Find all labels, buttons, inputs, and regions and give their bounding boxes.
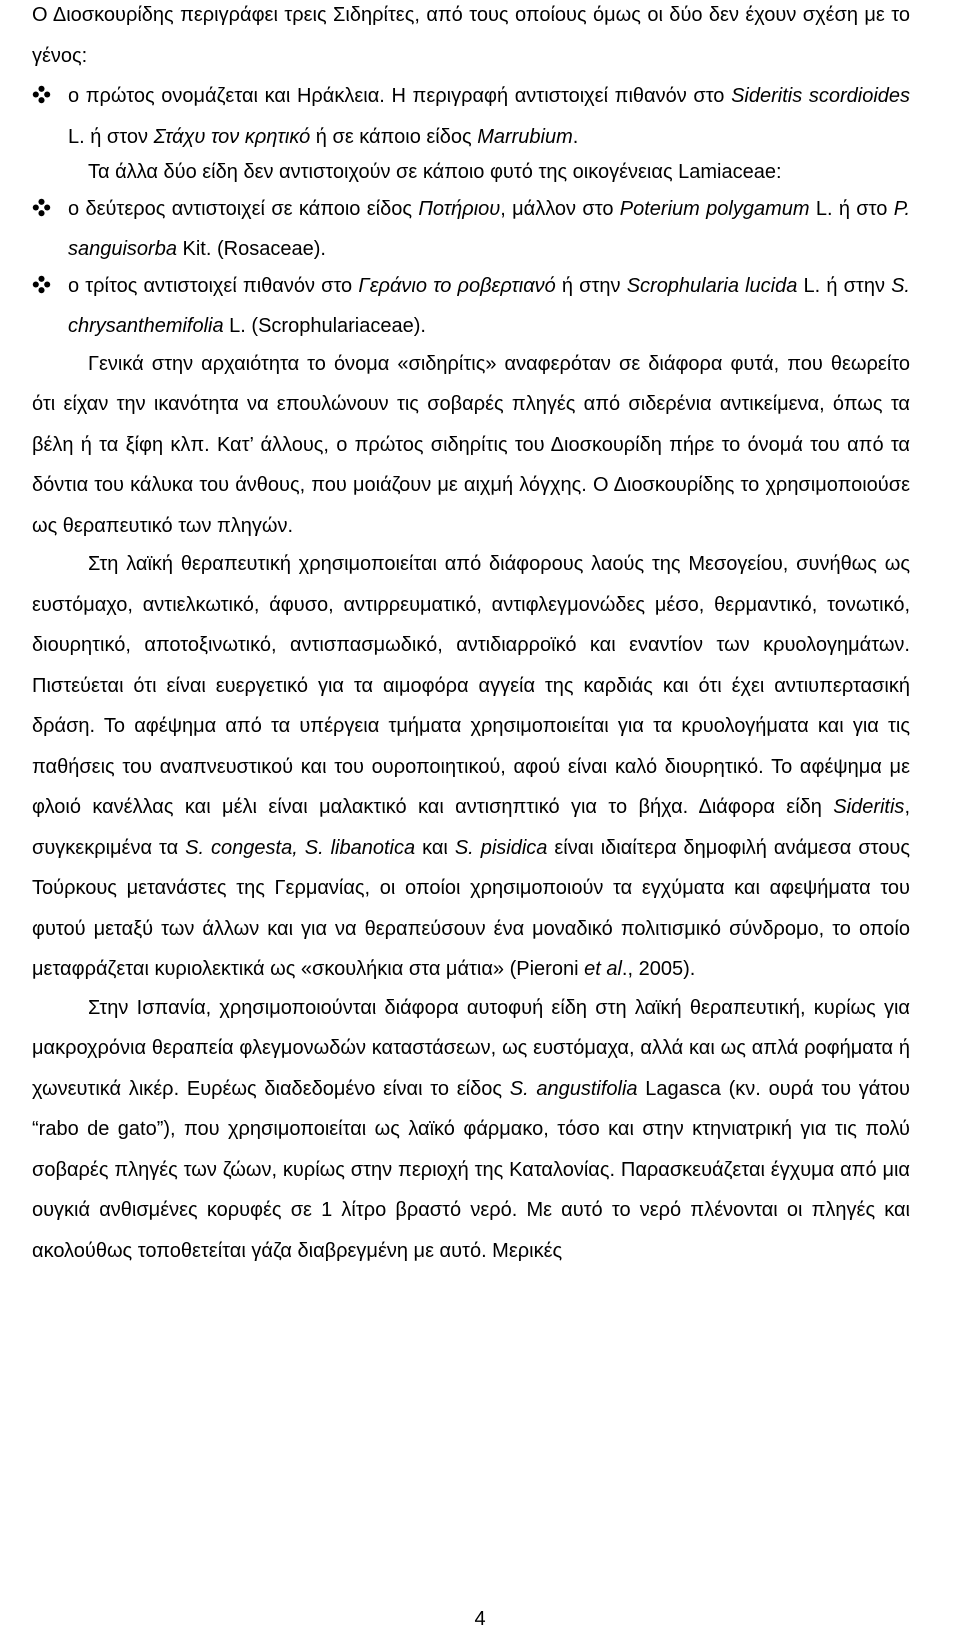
text: L. (Scrophulariaceae). [223, 315, 426, 337]
text: . [572, 125, 579, 148]
plant-name: Γεράνιο το ροβερτιανό [358, 274, 556, 297]
bullet-item-2 [32, 189, 910, 270]
text: ή στην [555, 274, 627, 297]
diamond-bullet-icon [32, 189, 56, 230]
text: L. ή στην [797, 274, 892, 297]
paragraph-name-origin: Γενικά στην αρχαιότητα το όνομα «σιδηρίτις» αναφερόταν σε διάφορα φυτά, που θεωρείτο ότι είχαν την ικανότητα να επουλώνουν τις σοβαρές πληγές από σιδερένια αντικείμενα, όπως τα βέλη ή τα ξίφη κλπ. Κατ’ άλλους, ο πρώτος σιδηρίτις του Διοσκουρίδη πήρε το όνομά του από τα δόντια του κάλυκα του άνθους, που μοιάζουν με αιχμή λόγχης. Ο Διοσκουρίδης το χρησιμοποιούσε ως θεραπευτικό των πληγών. [32, 352, 910, 537]
text: είναι ιδιαίτερα δημοφιλή ανάμεσα στους Τούρκους μετανάστες της Γερμανίας, οι οποίοι χρησιμοποιούν τα εγχύματα και αφεψήματα του φυτού μεταξύ των άλλων και για να θεραπεύσουν ένα μοναδικό πολιτισμικό σύνδρομο, το οποίο μεταφράζεται κυριολεκτικά ως «σκουλήκια στα μάτια» (Pieroni [32, 836, 911, 980]
document-page [32, 0, 910, 1271]
taxon-name: S. chrysanthemifolia [68, 274, 910, 337]
text: ή σε κάποιο είδος [310, 125, 478, 148]
text: ο δεύτερος αντιστοιχεί σε κάποιο είδος [68, 197, 419, 220]
plant-name: Στάχυ τον κρητικό [153, 125, 311, 148]
taxon-name: Marrubium [477, 125, 573, 148]
diamond-bullet-icon [32, 76, 56, 117]
diamond-bullet-icon [32, 266, 56, 307]
taxon-name: S. angustifolia [509, 1077, 638, 1100]
taxon-name: Scrophularia lucida [626, 274, 798, 297]
taxon-name: Sideritis scordioides [731, 85, 911, 107]
plant-name: Ποτήριου [418, 197, 501, 220]
text: Στην Ισπανία, χρησιμοποιούνται διάφορα αυτοφυή είδη στη λαϊκή θεραπευτική, κυρίως για μακροχρόνια θεραπεία φλεγμονωδών καταστάσεων, ως ευστόμαχα, αλλά και ως απλά ροφήματα ή χωνευτικά λικέρ. Ευρέως διαδεδομένο είναι το είδος [32, 996, 910, 1100]
citation-etal: et al [584, 958, 622, 980]
paragraph-folk-medicine [32, 544, 910, 990]
text: Στη λαϊκή θεραπευτική χρησιμοποιείται από διάφορους λαούς της Μεσογείου, συνήθως ως ευστόμαχο, αντιελκωτικό, άφυσο, αντιρρευματικό, αντιφλεγμονώδες μέσο, θερμαντικό, τονωτικό, διουρητικό, αποτοξινωτικό, αντισπασμωδικό, αντιδιαρροϊκό και εναντίον των κρυολογημάτων. Πιστεύεται ότι είναι ευεργετικό για τα αιμοφόρα αγγεία της καρδιάς και ότι έχει αντιυπερτασική δράση. Το αφέψημα από τα υπέργεια τμήματα χρησιμοποιείται για τα κρυολογήματα και για τις παθήσεις του αναπνευστικού και του ουροποιητικού, αφού είναι καλό διουρητικό. Το αφέψημα με φλοιό κανέλλας και μέλι είναι μαλακτικό και αντισηπτικό για το βήχα. Διάφορα είδη [32, 553, 910, 818]
taxon-name: Poterium polygamum [619, 197, 810, 220]
paragraph-other-species: Τα άλλα δύο είδη δεν αντιστοιχούν σε κάποιο φυτό της οικογένειας Lamiaceae: [88, 161, 782, 183]
page-number: 4 [474, 1608, 486, 1630]
bullet-item-1 [32, 76, 910, 157]
text: Kit. (Rosaceae). [176, 238, 326, 260]
taxon-name: S. pisidica [454, 836, 548, 859]
paragraph-spain [32, 988, 910, 1272]
text: ., 2005). [621, 958, 696, 980]
taxon-name: Sideritis [833, 796, 905, 818]
taxon-name: P. sanguisorba [68, 197, 911, 260]
text: , συγκεκριμένα τα [32, 796, 910, 859]
text: ο πρώτος ονομάζεται και Ηράκλεια. Η περιγραφή αντιστοιχεί πιθανόν στο [68, 85, 732, 107]
bullet-item-3 [32, 266, 910, 347]
text: και [415, 836, 455, 859]
paragraph-intro: Ο Διοσκουρίδης περιγράφει τρεις Σιδηρίτες, από τους οποίους όμως οι δύο δεν έχουν σχέση με το γένος: [32, 4, 910, 67]
text: Lagasca (κν. ουρά του γάτου “rabo de gato”), που χρησιμοποιείται ως λαϊκό φάρμακο, τόσο και στην κτηνιατρική για τις πολύ σοβαρές πληγές των ζώων, κυρίως στην περιοχή της Καταλονίας. Παρασκευάζεται έγχυμα από μια ουγκιά ανθισμένες κορυφές σε 1 λίτρο βραστό νερό. Με αυτό το νερό πλένονται οι πληγές και ακολούθως τοποθετείται γάζα διαβρεγμένη με αυτό. Μερικές [32, 1077, 910, 1262]
text: , μάλλον στο [500, 197, 620, 220]
taxon-name: S. congesta, S. libanotica [185, 836, 416, 859]
text: L. ή στον [68, 125, 154, 148]
text: ο τρίτος αντιστοιχεί πιθανόν στο [68, 274, 359, 297]
text: L. ή στο [809, 197, 894, 220]
